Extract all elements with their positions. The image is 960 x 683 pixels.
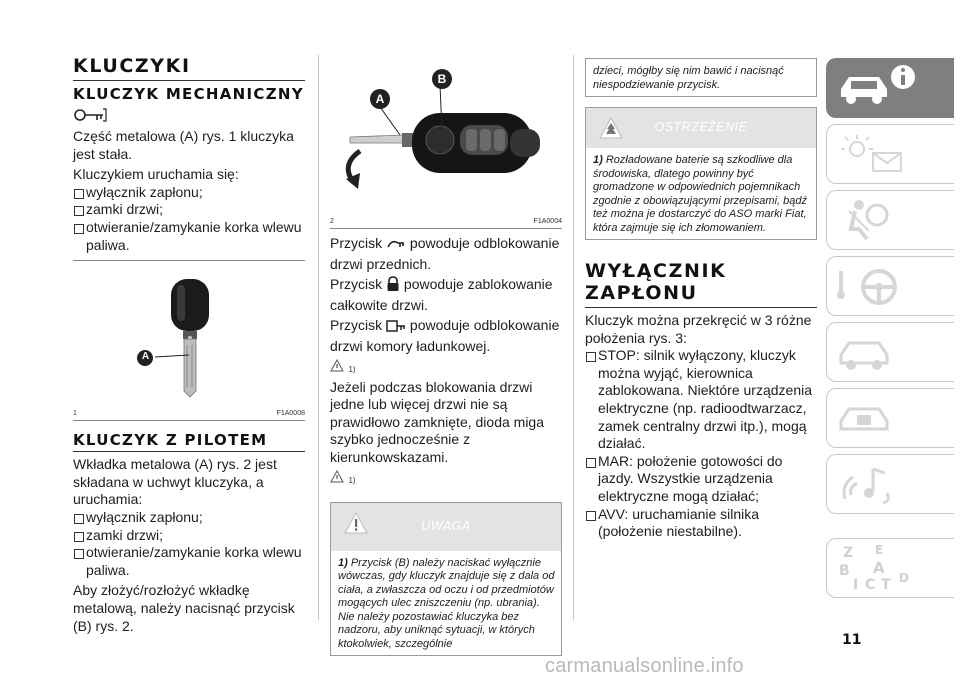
unlock-front-doors-icon [386,237,406,256]
ostrzezenie-panel [585,107,817,240]
list-item: zamki drzwi; [73,201,305,219]
section-title-mechanical-key: KLUCZYK MECHANICZNY [73,85,304,103]
warning-triangle-icon [330,470,344,483]
figure-2-label-a: A [375,92,385,106]
tab-technical[interactable] [826,388,954,448]
index-letter: B [839,563,850,579]
figure-bottom-rule [330,228,562,229]
continuation-text: dzieci, mógłby się nim bawić i nacisnąć niespodziewanie przycisk. [593,65,784,91]
lock-icon [386,276,400,297]
figure-2-code: F1A0004 [533,218,562,225]
figure-2 [330,55,562,215]
section-title-remote-key: KLUCZYK Z PILOTEM [73,431,268,450]
figure-1 [73,265,305,407]
tab-index[interactable] [826,538,954,598]
ostrzezenie-header [586,108,816,148]
steering-wheel-icon [827,257,955,317]
figure-1-code: F1A0008 [276,410,305,418]
column-middle [330,55,562,656]
uwaga-body [331,551,561,656]
figure-bottom-rule [73,420,305,421]
column-divider [318,55,319,620]
figure-2-label-b: B [437,72,447,86]
text-przycisk: Przycisk [330,317,383,334]
uwaga-label: UWAGA [421,518,471,533]
figure-top-rule [73,260,305,261]
ostrzezenie-number: 1) [593,154,603,166]
figure-2-caption [330,217,562,226]
paragraph-metal-part: Część metalowa (A) rys. 1 kluczyka jest stała. [73,128,294,162]
watermark: carmanualsonline.info [545,655,744,677]
uwaga-continuation-panel [585,58,817,97]
page-title: KLUCZYKI [73,55,191,77]
text-unlock-front: powoduje odblokowanie drzwi przednich. [330,235,560,272]
figure-1-caption [73,409,305,418]
index-letter: I [853,577,859,593]
text-przycisk: Przycisk [330,276,383,293]
figure-2-number: 2 [330,218,334,225]
tab-warning-lights[interactable] [826,124,954,184]
title-rule [73,80,305,81]
index-letter: T [881,577,891,593]
tab-service[interactable] [826,322,954,382]
index-letter: E [875,543,884,557]
section-title-ignition-1: WYŁĄCZNIK [585,260,727,282]
tab-driving[interactable] [826,256,954,316]
title-rule [585,307,817,308]
paragraph-key-positions: Kluczyk można przekręcić w 3 różne położenia rys. 3: [585,312,812,346]
list-item: AVV: uruchamianie silnika (położenie niestabilne). [585,506,817,541]
tab-safety[interactable] [826,190,954,250]
paragraph-fold-insert: Aby złożyć/rozłożyć wkładkę metalową, należy nacisnąć przycisk (B) rys. 2. [73,582,295,634]
page-number: 11 [842,632,862,648]
index-letter: A [873,559,885,577]
key-symbol-icon [73,106,305,126]
figure-1-label-a: A [141,351,150,363]
text-lock-all: powoduje zablokowanie całkowite drzwi. [330,276,553,313]
tab-car-info[interactable] [826,58,954,118]
index-letter: C [865,577,876,593]
reference-number: 1) [348,475,356,485]
index-letter: D [899,571,909,585]
warning-triangle-icon [330,359,344,372]
safety-airbag-icon [827,191,955,251]
paragraph-unlock-cargo [330,317,562,355]
ostrzezenie-text: Rozładowane baterie są szkodliwe dla środowiska, dlatego powinny być gromadzone w odpowiednich pojemnikach zgodnie z obowiązującymi przepisami, bądź też można je dostarczyć do ASO marki Fiat, która zajmuje się ich złomowaniem. [593,154,807,234]
column-divider [573,55,574,620]
uwaga-number: 1) [338,556,348,569]
warning-reference-row [330,359,562,377]
tab-multimedia[interactable] [826,454,954,514]
multimedia-icon [827,455,955,515]
mechanical-key-illustration [73,265,305,407]
uwaga-header [331,503,561,551]
paragraph-diode-blinks: Jeżeli podczas blokowania drzwi jedne lub więcej drzwi nie są prawidłowo zamknięte, dioda miga szybko jednocześnie z kierunkowskazami. [330,378,544,465]
text-przycisk: Przycisk [330,235,383,251]
paragraph-key-operates: Kluczykiem uruchamia się: [73,166,239,183]
paragraph-metal-insert: Wkładka metalowa (A) rys. 2 jest składana w uchwyt kluczyka, a uruchamia: [73,456,277,508]
ostrzezenie-label: OSTRZEŻENIE [654,120,748,134]
list-item: otwieranie/zamykanie korka wlewu paliwa. [73,219,305,254]
text-unlock-cargo: powoduje odblokowanie drzwi komory ładunkowej. [330,317,560,354]
section-title-ignition-2: ZAPŁONU [585,282,698,304]
unlock-cargo-door-icon [386,319,406,338]
list-item: STOP: silnik wyłączony, kluczyk można wyjąć, kierownica zablokowana. Niektóre urządzenia elektryczne (np. radioodtwarzacz, zamek centralny drzwi itp.), mogą działać. [585,347,817,453]
paragraph-unlock-front [330,235,562,273]
car-service-icon [827,323,955,383]
reference-number: 1) [348,364,356,374]
column-right [585,58,817,541]
car-technical-icon [827,389,955,449]
index-letters-icon [839,543,929,595]
section-rule [73,451,305,452]
ostrzezenie-body [586,148,816,239]
warning-reference-row [330,470,562,488]
warning-lights-icon [827,125,955,185]
uwaga-text: Przycisk (B) należy naciskać wyłącznie wówczas, gdy kluczyk znajduje się z dala od ciała, a zwłaszcza od oczu i od przedmiotów mogących ulec zniszczeniu (np. ubrania). Nie należy pozostawiać kluczyka bez nadzoru, aby uniknąć sytuacji, w których ktokolwiek, szczególnie [338,556,555,650]
paragraph-lock-all [330,276,562,314]
list-item: zamki drzwi; [73,527,305,545]
list-item: MAR: położenie gotowości do jazdy. Wszystkie urządzenia elektryczne mogą działać; [585,453,817,506]
column-left [73,55,305,638]
uwaga-panel [330,502,562,657]
list-item: wyłącznik zapłonu; [73,509,305,527]
figure-1-number: 1 [73,410,77,418]
car-info-icon [827,59,955,119]
list-item: wyłącznik zapłonu; [73,184,305,202]
list-item: otwieranie/zamykanie korka wlewu paliwa. [73,544,305,579]
index-letter: Z [843,545,854,561]
